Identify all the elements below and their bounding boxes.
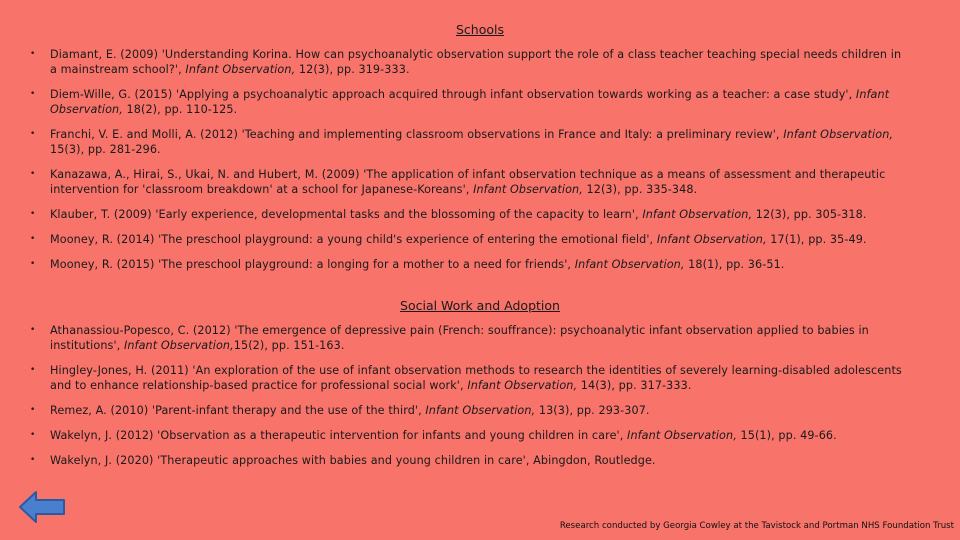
back-button[interactable] — [18, 490, 66, 524]
left-arrow-icon — [18, 490, 66, 524]
reference-list-social-work — [30, 323, 910, 478]
reference-item: • Diamant, E. (2009) 'Understanding Korina. How can psychoanalytic observation support the role of a class teacher teaching special needs children in a mainstream school?', Infant Observation, 12(3), pp. 319-333. — [30, 47, 910, 77]
section-title-social-work: Social Work and Adoption — [400, 298, 560, 313]
reference-item: • Wakelyn, J. (2012) 'Observation as a therapeutic intervention for infants and young children in care', Infant Observation, 15(1), pp. 49-66. — [30, 428, 910, 443]
reference-item: • Kanazawa, A., Hirai, S., Ukai, N. and Hubert, M. (2009) 'The application of infant observation technique as a means of assessment and therapeutic intervention for 'classroom breakdown' at a school for Japanese-Koreans', Infant Observation, 12(3), pp. 335-348. — [30, 167, 910, 197]
section-title-schools: Schools — [455, 22, 504, 37]
reference-item: • Athanassiou-Popesco, C. (2012) 'The emergence of depressive pain (French: souffrance): psychoanalytic infant observation applied to babies in institutions', Infant Observation,15(2), pp. 151-163. — [30, 323, 910, 353]
reference-item: • Mooney, R. (2014) 'The preschool playground: a young child's experience of entering the emotional field', Infant Observation, 17(1), pp. 35-49. — [30, 232, 910, 247]
reference-item: • Mooney, R. (2015) 'The preschool playground: a longing for a mother to a need for friends', Infant Observation, 18(1), pp. 36-51. — [30, 257, 910, 272]
reference-item: • Wakelyn, J. (2020) 'Therapeutic approaches with babies and young children in care', Abingdon, Routledge. — [30, 453, 910, 468]
reference-list-schools — [30, 47, 910, 282]
reference-item: • Franchi, V. E. and Molli, A. (2012) 'Teaching and implementing classroom observations in France and Italy: a preliminary review', Infant Observation, 15(3), pp. 281-296. — [30, 127, 910, 157]
reference-item: • Diem-Wille, G. (2015) 'Applying a psychoanalytic approach acquired through infant observation towards working as a teacher: a case study', Infant Observation, 18(2), pp. 110-125. — [30, 87, 910, 117]
footer-credit: Research conducted by Georgia Cowley at the Tavistock and Portman NHS Foundation Trust — [559, 521, 954, 531]
reference-item: • Klauber, T. (2009) 'Early experience, developmental tasks and the blossoming of the capacity to learn', Infant Observation, 12(3), pp. 305-318. — [30, 207, 910, 222]
reference-item: • Hingley-Jones, H. (2011) 'An exploration of the use of infant observation methods to research the identities of severely learning-disabled adolescents and to enhance relationship-based practice for professional social work', Infant Observation, 14(3), pp. 317-333. — [30, 363, 910, 393]
reference-item: • Remez, A. (2010) 'Parent-infant therapy and the use of the third', Infant Observation, 13(3), pp. 293-307. — [30, 403, 910, 418]
